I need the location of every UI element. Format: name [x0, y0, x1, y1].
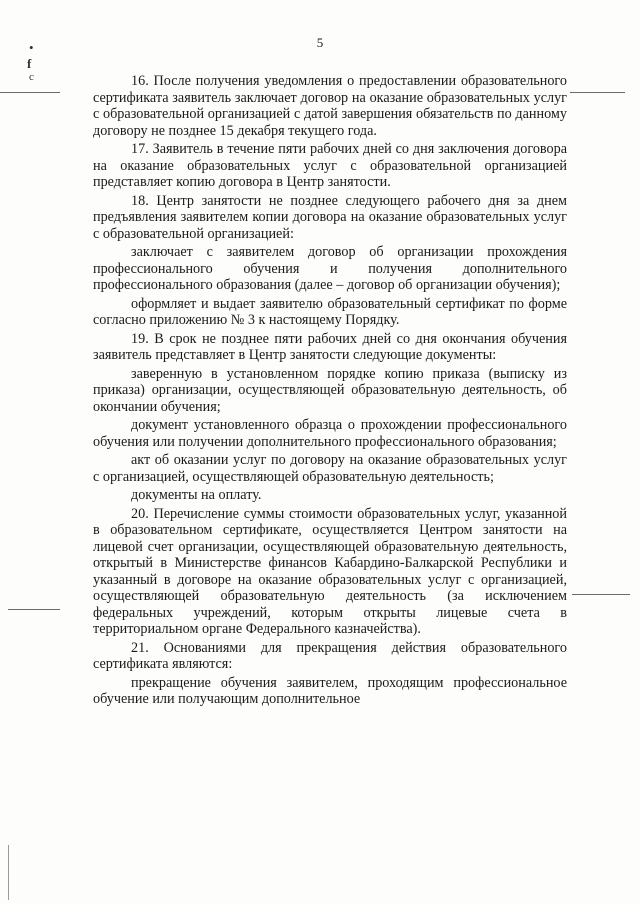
- paragraph-18-item-1: заключает с заявителем договор об организации прохождения профессионального обучения и получения дополнительного профессионального образования (далее – договор об организации обучения);: [93, 244, 567, 293]
- scan-line-mid-left: [8, 609, 60, 610]
- paragraph-19-item-1: заверенную в установленном порядке копию приказа (выписку из приказа) организации, осуществляющей образовательную деятельность, об окончании обучения;: [93, 365, 567, 415]
- margin-mark-f: f: [27, 56, 32, 71]
- paragraph-18: 18. Центр занятости не позднее следующего рабочего дня за днем предъявления заявителем копии договора на оказание образовательных услуг с образовательной организацией:: [93, 192, 567, 242]
- scan-line-top-right: [570, 92, 625, 93]
- margin-mark-c: c: [29, 71, 34, 83]
- paragraph-19: 19. В срок не позднее пяти рабочих дней со дня окончания обучения заявитель представляет в Центр занятости следующие документы:: [93, 330, 567, 363]
- paragraph-19-item-4: документы на оплату.: [131, 487, 262, 503]
- margin-mark-dot: •: [29, 40, 34, 55]
- paragraph-17: 17. Заявитель в течение пяти рабочих дней со дня заключения договора на оказание образовательных услуг с образовательной организацией представляет копию договора в Центр занятости.: [93, 141, 567, 190]
- page-number: 5: [316, 35, 324, 50]
- paragraph-21-item-1: прекращение обучения заявителем, проходящим профессиональное обучение или получающим дополнительное: [93, 674, 567, 707]
- scan-edge-left: [8, 845, 9, 900]
- paragraph-19-item-3: акт об оказании услуг по договору на оказание образовательных услуг с организацией, осуществляющей образовательную деятельность;: [93, 452, 567, 485]
- paragraph-21: 21. Основаниями для прекращения действия образовательного сертификата являются:: [93, 639, 567, 672]
- paragraph-16: 16. После получения уведомления о предоставлении образовательного сертификата заявитель заключает договор на оказание образовательных услуг с образовательной организацией с датой завершения обязательств по данному договору не позднее 15 декабря текущего года.: [93, 73, 567, 139]
- paragraph-20: 20. Перечисление суммы стоимости образовательных услуг, указанной в образовательном сертификате, осуществляется Центром занятости на лицевой счет организации, осуществляющей образовательную деятельность, открытый в Министерстве финансов Кабардино-Балкарской Республики и указанный в договоре на оказание образовательных услуг с организацией, осуществляющей образовательную деятельность (за исключением федеральных учреждений, которым открыты лицевые счета в территориальном органе Федерального казначейства).: [93, 505, 567, 637]
- scan-line-top-left: [0, 92, 60, 93]
- document-body: [93, 73, 567, 708]
- paragraph-19-item-2: документ установленного образца о прохождении профессионального обучения или получении дополнительного профессионального образования;: [93, 417, 567, 450]
- scan-line-mid-right: [572, 594, 630, 595]
- paragraph-18-item-2: оформляет и выдает заявителю образовательный сертификат по форме согласно приложению № 3 к настоящему Порядку.: [93, 295, 567, 328]
